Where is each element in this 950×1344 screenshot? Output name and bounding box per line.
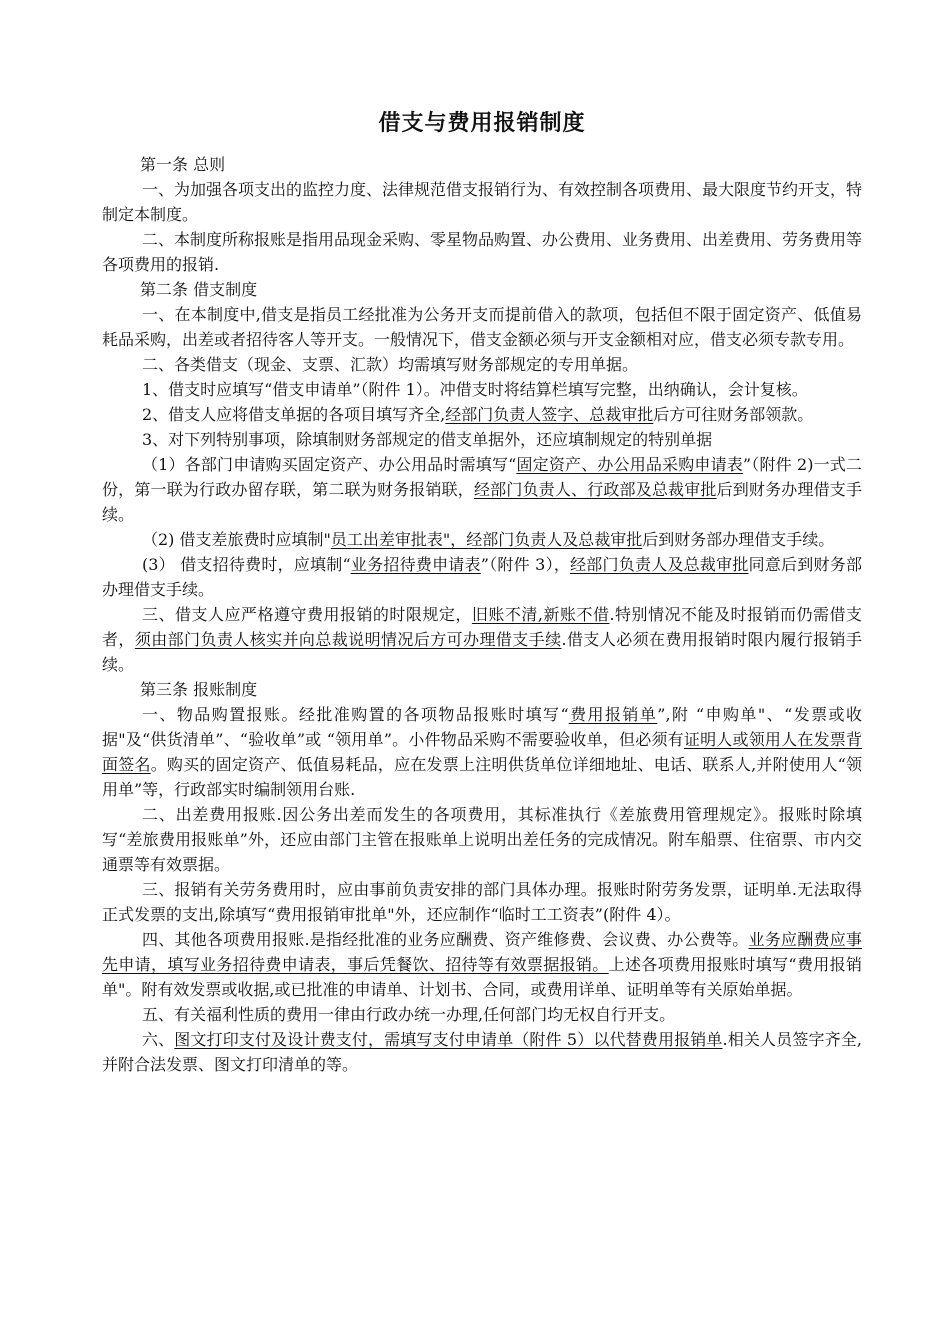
text-run: 三、报销有关劳务费用时，应由事前负责安排的部门具体办理。报账时附劳务发票，证明单.无法取得正式发票的支出,除填写“费用报销审批单"外，还应制作“临时工工资表”(附件 4）。 (102, 880, 862, 924)
text-run: 第二条 借支制度 (140, 280, 258, 299)
text-run: 同意后到财务部办理借支手续。 (102, 555, 862, 599)
paragraph (102, 402, 862, 427)
paragraph (102, 177, 862, 227)
text-run: 2、借支人应将借支单据的各项目填写齐全, (142, 405, 446, 424)
text-run: 后方可往财务部领款。 (653, 405, 814, 424)
section-heading (102, 677, 862, 702)
text-run: 三、借支人应严格遵守费用报销的时限规定， (142, 605, 472, 624)
paragraph (102, 452, 862, 527)
paragraph (102, 527, 862, 552)
text-run: ”（附件 3）， (480, 555, 571, 574)
text-run: 第三条 报账制度 (140, 680, 258, 699)
underlined-text: 须由部门负责人核实并向总裁说明情况后方可办理借支手续 (134, 630, 562, 649)
underlined-text: 旧账不清,新账不借 (471, 605, 610, 624)
text-run: 一、为加强各项支出的监控力度、法律规范借支报销行为、有效控制各项费用、最大限度节约开支，特制定本制度。 (102, 180, 863, 224)
underlined-text: 证明人或领用人在发票背面签名 (102, 730, 862, 774)
section-heading (102, 152, 862, 177)
text-run: 一、物品购置报账。经批准购置的各项物品报账时填写“ (142, 705, 569, 724)
text-run: .相关人员签字齐全,并附合法发票、图文打印清单的等。 (102, 1030, 862, 1074)
paragraph (102, 227, 862, 277)
text-run: (3） 借支招待费时，应填制“ (142, 555, 351, 574)
paragraph (102, 802, 862, 877)
paragraph (102, 377, 862, 402)
section-heading (102, 277, 862, 302)
document-body (102, 152, 862, 1077)
paragraph (102, 1027, 862, 1077)
text-run: 五、有关福利性质的费用一律由行政办统一办理,任何部门均无权自行开支。 (142, 1005, 676, 1024)
underlined-text: 业务应酬费应事先申请，填写业务招待费申请表，事后凭餐饮、招待等有效票据报销。 (102, 930, 862, 974)
text-run: .特别情况不能及时报销而仍需借支者， (102, 605, 862, 649)
paragraph (102, 927, 862, 1002)
text-run: ”（附件 2)一式二份，第一联为行政办留存联，第二联为财务报销联， (102, 455, 862, 499)
text-run: 上述各项费用报账时填写“费用报销单"。附有效发票或收据,或已批准的申请单、计划书、合同，或费用详单、证明单等有关原始单据。 (102, 955, 862, 999)
text-run: 1、借支时应填写“借支申请单”（附件 1）。冲借支时将结算栏填写完整，出纳确认，会计复核。 (142, 380, 808, 399)
text-run: 3、对下列特别事项，除填制财务部规定的借支单据外，还应填制规定的特别单据 (142, 430, 713, 449)
paragraph (102, 1002, 862, 1027)
text-run: .借支人必须在费用报销时限内履行报销手续。 (102, 630, 862, 674)
text-run: （1）各部门申请购买固定资产、办公用品时需填写“ (142, 455, 517, 474)
text-run: 二、本制度所称报账是指用品现金采购、零星物品购置、办公费用、业务费用、出差费用、劳务费用等各项费用的报销. (102, 230, 863, 274)
text-run: （2) 借支差旅费时应填制" (142, 530, 331, 549)
text-run: 六、 (142, 1030, 175, 1049)
underlined-text: 经部门负责人及总裁审批 (570, 555, 749, 574)
paragraph (102, 702, 862, 802)
text-run: 四、其他各项费用报账.是指经批准的业务应酬费、资产维修费、会议费、办公费等。 (142, 930, 749, 949)
text-run: 一、在本制度中,借支是指员工经批准为公务开支而提前借入的款项，包括但不限于固定资产、低值易耗品采购，出差或者招待客人等开支。一般情况下，借支金额必须与开支金额相对应，借支必须专款专用。 (102, 305, 862, 349)
text-run: 二、出差费用报账.因公务出差而发生的各项费用，其标准执行《差旅费用管理规定》。报账时除填写“差旅费用报账单”外，还应由部门主管在报账单上说明出差任务的完成情况。附车船票、住宿票、市内交通票等有效票据。 (102, 805, 862, 874)
text-run: 二、各类借支（现金、支票、汇款）均需填写财务部规定的专用单据。 (142, 355, 639, 374)
paragraph (102, 302, 862, 352)
underlined-text: 员工出差审批表"，经部门负责人及总裁审批 (330, 530, 643, 549)
text-run: 后到财务部办理借支手续。 (642, 530, 835, 549)
paragraph (102, 352, 862, 377)
underlined-text: 费用报销单 (568, 705, 658, 724)
underlined-text: 业务招待费申请表 (350, 555, 481, 574)
underlined-text: 固定资产、办公用品采购申请表 (516, 455, 743, 474)
underlined-text: 经部门负责人、行政部及总裁审批 (473, 480, 717, 499)
paragraph (102, 552, 862, 602)
paragraph (102, 877, 862, 927)
underlined-text: 经部门负责人签字、总裁审批 (445, 405, 654, 424)
text-run: ”,附 “申购单"、“发票或收据"及“供货清单”、“验收单”或 “领用单”。小件物品采购不需要验收单，但必须有 (102, 705, 862, 749)
text-run: 第一条 总则 (140, 155, 226, 174)
document-page (102, 108, 862, 1077)
paragraph (102, 602, 862, 677)
text-run: 。购买的固定资产、低值易耗品，应在发票上注明供货单位详细地址、电话、联系人,并附使用人“领用单”等，行政部实时编制领用台账. (102, 755, 862, 799)
underlined-text: 图文打印支付及设计费支付，需填写支付申请单（附件 5）以代替费用报销单 (174, 1030, 723, 1049)
text-run: 后到财务办理借支手续。 (102, 480, 862, 524)
paragraph (102, 427, 862, 452)
document-title: 借支与费用报销制度 (378, 110, 586, 136)
